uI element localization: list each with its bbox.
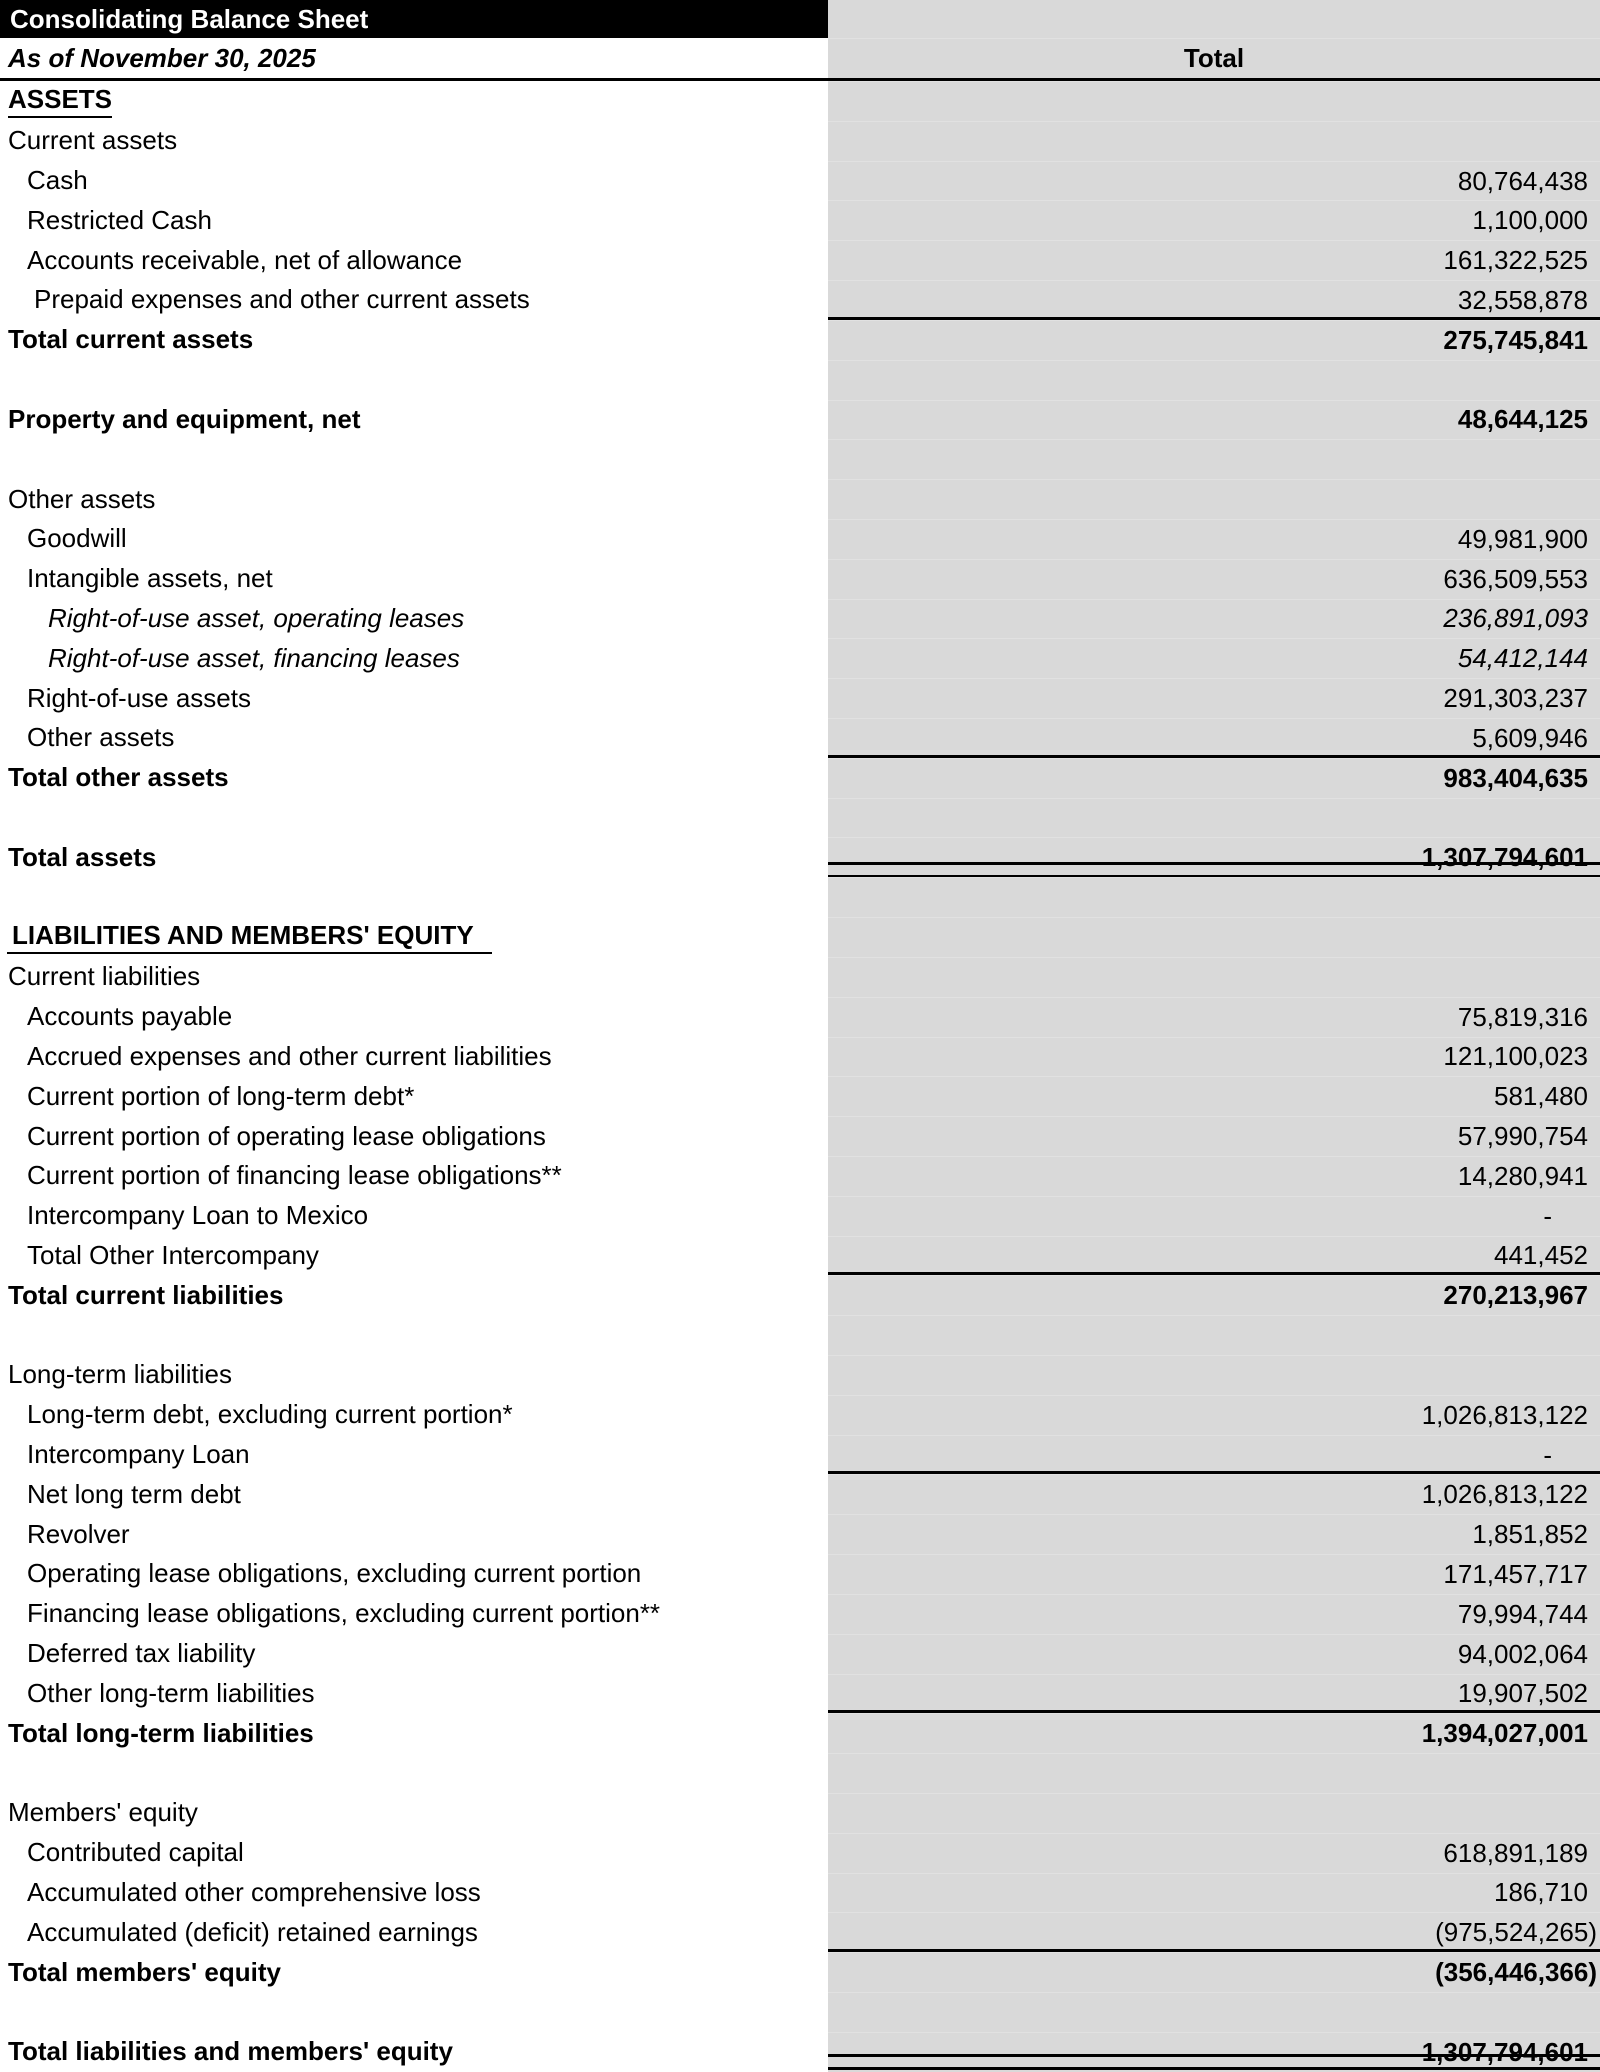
sheet-row [0, 1674, 1600, 1714]
sheet-row [0, 200, 1600, 240]
row-value [828, 1992, 1600, 2032]
row-value: 161,322,525 [828, 240, 1600, 280]
row-label [0, 81, 828, 121]
sheet-row [0, 161, 1600, 201]
sheet-row [0, 479, 1600, 519]
row-value: 1,851,852 [828, 1514, 1600, 1554]
row-value: - [828, 1435, 1600, 1475]
row-label: Accumulated other comprehensive loss [0, 1873, 828, 1913]
sheet-rows [0, 81, 1600, 2072]
column-header-row [0, 38, 1600, 81]
sheet-row [0, 1594, 1600, 1634]
row-label: Property and equipment, net [0, 400, 828, 440]
row-label [0, 1315, 828, 1355]
row-label: Revolver [0, 1514, 828, 1554]
sheet-row [0, 1793, 1600, 1833]
row-label: Net long term debt [0, 1474, 828, 1514]
row-label [0, 877, 828, 917]
row-label: Current portion of long-term debt* [0, 1076, 828, 1116]
sheet-row [0, 1952, 1600, 1992]
row-value [828, 81, 1600, 121]
row-value [828, 1315, 1600, 1355]
row-value: 32,558,878 [828, 280, 1600, 320]
sheet-row [0, 1116, 1600, 1156]
blank-row [0, 1992, 1600, 2032]
row-value [828, 121, 1600, 161]
row-value [828, 1753, 1600, 1793]
row-value: 291,303,237 [828, 678, 1600, 718]
sheet-row [0, 638, 1600, 678]
row-value: 1,307,794,601 [828, 837, 1600, 877]
sheet-row [0, 1076, 1600, 1116]
sheet-row [0, 519, 1600, 559]
row-value: 79,994,744 [828, 1594, 1600, 1634]
row-label: Right-of-use assets [0, 678, 828, 718]
row-label: Current portion of financing lease obligations** [0, 1156, 828, 1196]
row-value: 983,404,635 [828, 758, 1600, 798]
sheet-row [0, 121, 1600, 161]
sheet-row [0, 837, 1600, 877]
row-label: Total assets [0, 837, 828, 877]
row-label: Operating lease obligations, excluding current portion [0, 1554, 828, 1594]
row-label: Accounts payable [0, 997, 828, 1037]
row-label: Long-term liabilities [0, 1355, 828, 1395]
row-value: 54,412,144 [828, 638, 1600, 678]
row-value: 1,026,813,122 [828, 1395, 1600, 1435]
row-value [828, 798, 1600, 838]
row-value [828, 957, 1600, 997]
row-label: Contributed capital [0, 1833, 828, 1873]
row-value: 80,764,438 [828, 161, 1600, 201]
row-label: Intercompany Loan to Mexico [0, 1196, 828, 1236]
row-value [828, 877, 1600, 917]
blank-row [0, 439, 1600, 479]
row-value: 186,710 [828, 1873, 1600, 1913]
row-label: Other assets [0, 479, 828, 519]
row-value: 94,002,064 [828, 1634, 1600, 1674]
sheet-row [0, 1395, 1600, 1435]
row-label: Prepaid expenses and other current assets [0, 280, 828, 320]
row-label: Right-of-use asset, operating leases [0, 599, 828, 639]
row-value: 171,457,717 [828, 1554, 1600, 1594]
sheet-row [0, 559, 1600, 599]
sheet-row [0, 1634, 1600, 1674]
sheet-row [0, 1236, 1600, 1276]
row-value [828, 439, 1600, 479]
blank-row [0, 360, 1600, 400]
title-row [0, 0, 1600, 38]
sheet-row [0, 997, 1600, 1037]
sheet-row [0, 1355, 1600, 1395]
row-label [0, 439, 828, 479]
row-label: Right-of-use asset, financing leases [0, 638, 828, 678]
sheet-row [0, 1514, 1600, 1554]
row-label [0, 917, 828, 957]
sheet-row [0, 1554, 1600, 1594]
row-value: 275,745,841 [828, 320, 1600, 360]
blank-row [0, 877, 1600, 917]
sheet-row [0, 1275, 1600, 1315]
sheet-row [0, 1713, 1600, 1753]
sheet-row [0, 1037, 1600, 1077]
sheet-row [0, 240, 1600, 280]
row-value: 636,509,553 [828, 559, 1600, 599]
row-label [0, 798, 828, 838]
row-label: Cash [0, 161, 828, 201]
sheet-row [0, 400, 1600, 440]
row-value [828, 1793, 1600, 1833]
row-label: Total long-term liabilities [0, 1713, 828, 1753]
row-value: 236,891,093 [828, 599, 1600, 639]
row-label: Total current liabilities [0, 1275, 828, 1315]
sheet-row [0, 1833, 1600, 1873]
sheet-row [0, 320, 1600, 360]
sheet-row [0, 957, 1600, 997]
row-value: 441,452 [828, 1236, 1600, 1276]
row-value: 57,990,754 [828, 1116, 1600, 1156]
row-label [0, 1753, 828, 1793]
sheet-row [0, 718, 1600, 758]
sheet-row [0, 917, 1600, 957]
row-label: Other assets [0, 718, 828, 758]
row-label [0, 360, 828, 400]
row-value: 48,644,125 [828, 400, 1600, 440]
row-value: - [828, 1196, 1600, 1236]
sheet-row [0, 1196, 1600, 1236]
row-label: Other long-term liabilities [0, 1674, 828, 1714]
row-label: Intangible assets, net [0, 559, 828, 599]
row-label: Total other assets [0, 758, 828, 798]
sheet-row [0, 758, 1600, 798]
row-label: Total members' equity [0, 1952, 828, 1992]
row-value: 1,307,794,601 [828, 2032, 1600, 2072]
sheet-row [0, 599, 1600, 639]
total-column-header: Total [828, 38, 1600, 78]
row-value: (975,524,265) [828, 1912, 1600, 1952]
as-of-date: As of November 30, 2025 [0, 38, 828, 78]
row-label: Current liabilities [0, 957, 828, 997]
row-label: Deferred tax liability [0, 1634, 828, 1674]
row-value: (356,446,366) [828, 1952, 1600, 1992]
row-label: Total current assets [0, 320, 828, 360]
sheet-row [0, 2032, 1600, 2072]
blank-row [0, 1315, 1600, 1355]
underlined-heading: ASSETS [8, 84, 112, 118]
row-value: 121,100,023 [828, 1037, 1600, 1077]
row-value: 618,891,189 [828, 1833, 1600, 1873]
row-value [828, 479, 1600, 519]
row-value [828, 1355, 1600, 1395]
row-label: Goodwill [0, 519, 828, 559]
row-value [828, 917, 1600, 957]
blank-row [0, 1753, 1600, 1793]
row-label: Current portion of operating lease obligations [0, 1116, 828, 1156]
row-value: 1,100,000 [828, 200, 1600, 240]
row-value: 1,394,027,001 [828, 1713, 1600, 1753]
sheet-row [0, 678, 1600, 718]
row-value: 581,480 [828, 1076, 1600, 1116]
row-label [0, 1992, 828, 2032]
row-value: 14,280,941 [828, 1156, 1600, 1196]
sheet-row [0, 1474, 1600, 1514]
row-label: Restricted Cash [0, 200, 828, 240]
sheet-title: Consolidating Balance Sheet [0, 0, 828, 38]
sheet-row [0, 280, 1600, 320]
underlined-heading: LIABILITIES AND MEMBERS' EQUITY [7, 920, 492, 954]
sheet-row [0, 1156, 1600, 1196]
row-value: 270,213,967 [828, 1275, 1600, 1315]
row-value [828, 360, 1600, 400]
row-label: Accrued expenses and other current liabilities [0, 1037, 828, 1077]
row-label: Total Other Intercompany [0, 1236, 828, 1276]
sheet-row [0, 1435, 1600, 1475]
row-label: Financing lease obligations, excluding current portion** [0, 1594, 828, 1634]
row-value: 1,026,813,122 [828, 1474, 1600, 1514]
total-column-background [828, 0, 1600, 38]
row-label: Members' equity [0, 1793, 828, 1833]
row-label: Intercompany Loan [0, 1435, 828, 1475]
row-label: Accumulated (deficit) retained earnings [0, 1912, 828, 1952]
row-label: Accounts receivable, net of allowance [0, 240, 828, 280]
row-label: Total liabilities and members' equity [0, 2032, 828, 2072]
row-label: Long-term debt, excluding current portion* [0, 1395, 828, 1435]
sheet-row [0, 1873, 1600, 1913]
row-value: 19,907,502 [828, 1674, 1600, 1714]
sheet-row [0, 1912, 1600, 1952]
row-value: 49,981,900 [828, 519, 1600, 559]
sheet-row [0, 81, 1600, 121]
blank-row [0, 798, 1600, 838]
row-value: 75,819,316 [828, 997, 1600, 1037]
row-label: Current assets [0, 121, 828, 161]
row-value: 5,609,946 [828, 718, 1600, 758]
